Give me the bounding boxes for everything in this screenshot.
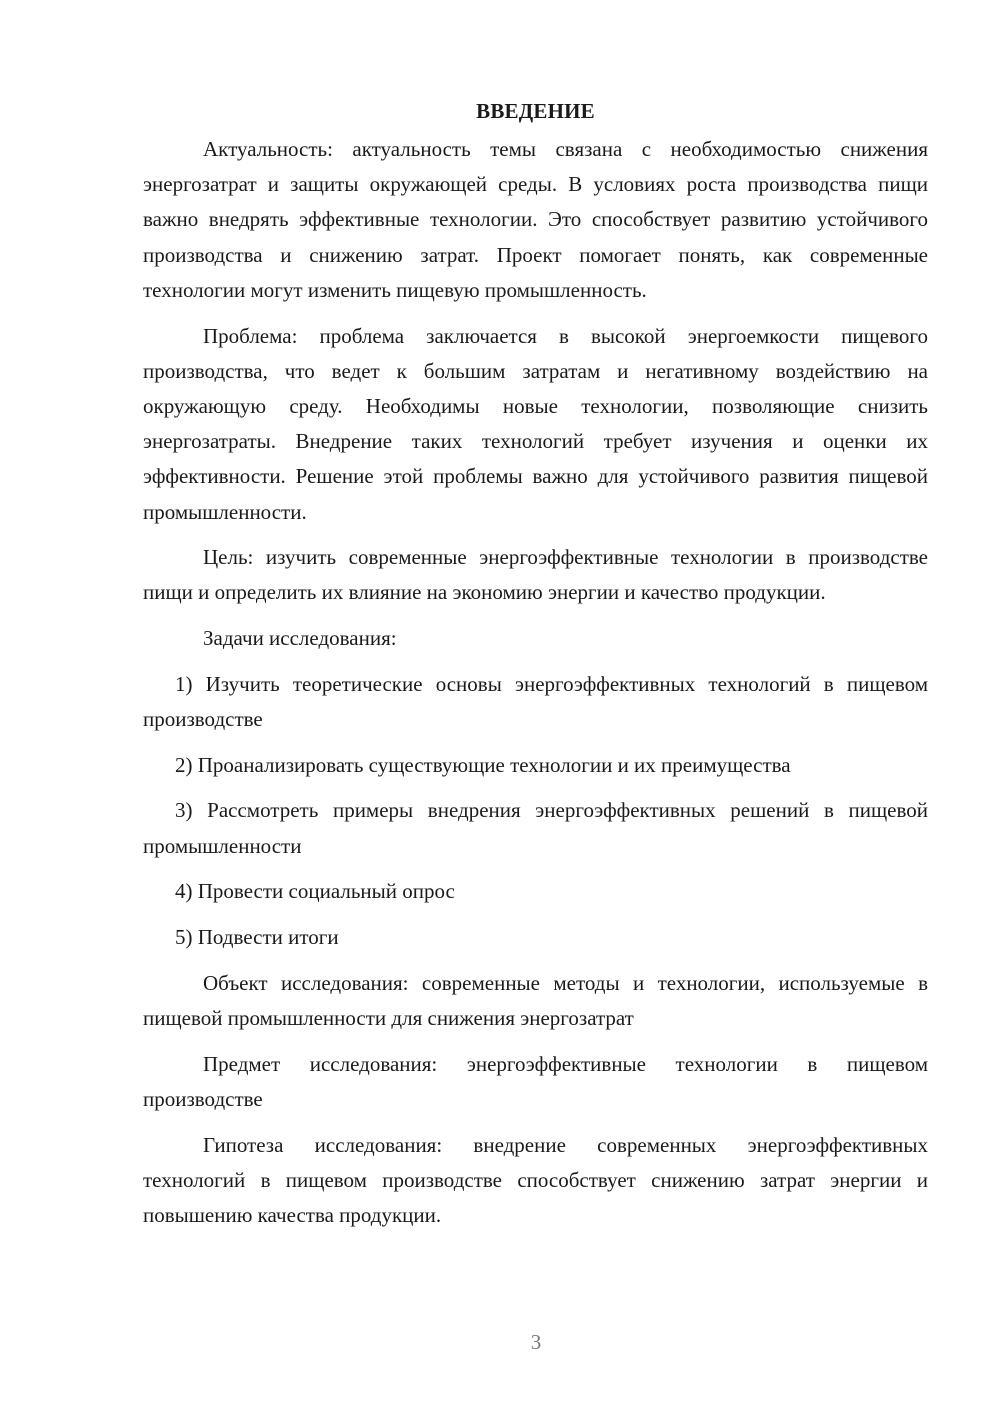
task-item-4: 4) Провести социальный опрос bbox=[175, 879, 455, 904]
hypothesis-paragraph: Гипотеза исследования: внедрение современных энергоэффективных технологий в пищевом производстве способствует снижению затрат энергии и повышению качества продукции. bbox=[143, 1132, 928, 1227]
page-number: 3 bbox=[530, 1330, 542, 1354]
task-item-1: 1) Изучить теоретические основы энергоэффективных технологий в пищевом производстве bbox=[143, 671, 928, 732]
document-page bbox=[143, 96, 928, 1244]
section-heading: ВВЕДЕНИЕ bbox=[476, 99, 595, 123]
object-paragraph: Объект исследования: современные методы и технологии, используемые в пищевой промышленности для снижения энергозатрат bbox=[143, 970, 928, 1030]
problem-paragraph: Проблема: проблема заключается в высокой энергоемкости пищевого производства, что ведет к большим затратам и негативному воздействию на окружающую среду. Необходимы новые технологии, позволяющие снизить энергозатраты. Внедрение таких технологий требует изучения и оценки их эффективности. Решение этой проблемы важно для устойчивого развития пищевой промышленности. bbox=[143, 323, 928, 524]
task-item-2: 2) Проанализировать существующие технологии и их преимущества bbox=[175, 752, 791, 777]
task-item-3: 3) Рассмотреть примеры внедрения энергоэффективных решений в пищевой промышленности bbox=[143, 798, 928, 858]
task-item-5: 5) Подвести итоги bbox=[175, 925, 339, 950]
relevance-paragraph: Актуальность: актуальность темы связана с необходимостью снижения энергозатрат и защиты окружающей среды. В условиях роста производства пищи важно внедрять эффективные технологии. Это способствует развитию устойчивого производства и снижению затрат. Проект помогает понять, как современные технологии могут изменить пищевую промышленность. bbox=[143, 137, 928, 302]
goal-paragraph: Цель: изучить современные энергоэффективные технологии в производстве пищи и определить их влияние на экономию энергии и качество продукции. bbox=[143, 545, 928, 605]
tasks-title: Задачи исследования: bbox=[203, 626, 397, 651]
subject-paragraph: Предмет исследования: энергоэффективные технологии в пищевом производстве bbox=[143, 1051, 928, 1111]
